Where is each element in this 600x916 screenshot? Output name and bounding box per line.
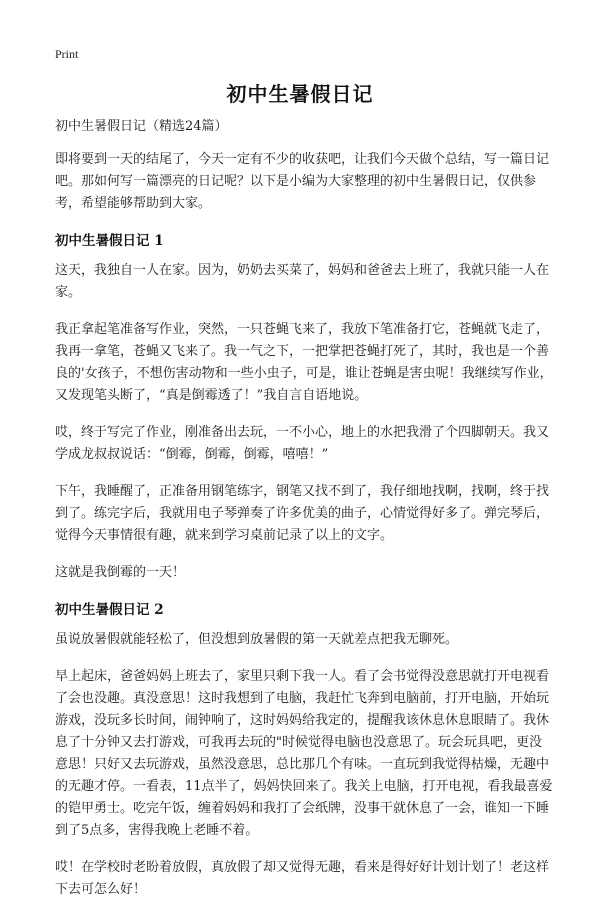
paragraph: 下午，我睡醒了，正准备用钢笔练字，钢笔又找不到了，我仔细地找啊，找啊，终于找到了。练完字后，我就用电子琴弹奏了许多优美的曲子，心情觉得好多了。弹完琴后，觉得今天事情很有趣，就来到学习桌前记录了以上的文字。 <box>55 484 550 543</box>
print-link[interactable]: Print <box>55 47 79 61</box>
section-heading-2: 初中生暑假日记 2 <box>55 602 164 618</box>
paragraph: 虽说放暑假就能轻松了，但没想到放暑假的第一天就差点把我无聊死。 <box>55 632 459 647</box>
article-subtitle: 初中生暑假日记（精选24篇） <box>55 119 228 134</box>
article-body <box>55 116 553 916</box>
intro-paragraph: 即将要到一天的结尾了，今天一定有不少的收获吧，让我们今天做个总结，写一篇日记吧。那如何写一篇漂亮的日记呢？以下是小编为大家整理的初中生暑假日记，仅供参考，希望能够帮助到大家。 <box>55 152 550 211</box>
paragraph: 我正拿起笔准备写作业，突然，一只苍蝇飞来了，我放下笔准备打它，苍蝇就飞走了，我再一拿笔，苍蝇又飞来了。我一气之下，一把掌把苍蝇打死了，其时，我也是一个善良的'女孩子，不想伤害动物和一些小虫子，可是，谁让苍蝇是害虫呢！我继续写作业，又发现笔头断了，“真是倒霉透了！”我自言自语地说。 <box>55 322 553 403</box>
paragraph: 哎，终于写完了作业，刚准备出去玩，一不小心，地上的水把我滑了个四脚朝天。我又学成龙叔叔说话：“倒霉，倒霉，倒霉，嘻嘻！” <box>55 425 550 462</box>
section-heading-1: 初中生暑假日记 1 <box>55 233 164 249</box>
paragraph: 哎！在学校时老盼着放假，真放假了却又觉得无趣，看来是得好好计划计划了！老这样下去可怎么好！ <box>55 860 550 897</box>
paragraph: 这就是我倒霉的一天！ <box>55 565 186 580</box>
page-title: 初中生暑假日记 <box>226 82 374 106</box>
paragraph: 早上起床，爸爸妈妈上班去了，家里只剩下我一人。看了会书觉得没意思就打开电视看了会也没趣。真没意思！这时我想到了电脑，我赶忙飞奔到电脑前，打开电脑，开始玩游戏，没玩多长时间，闹钟响了，这时妈妈给我定的，提醒我该休息休息眼睛了。我休息了十分钟又去打游戏，可我再去玩的"时候觉得电脑也没意思了。玩会玩具吧，更没意思！只好又去玩游戏，虽然没意思，总比那几个有味。一直玩到我觉得枯燥，无趣中的无趣才停。一看表，11点半了，妈妈快回来了。我关上电脑，打开电视，看我最喜爱的铠甲勇士。吃完午饭，缠着妈妈和我打了会纸牌，没事干就休息了一会，谁知一下睡到了5点多，害得我晚上老睡不着。 <box>55 669 553 838</box>
paragraph: 这天，我独自一人在家。因为，奶奶去买菜了，妈妈和爸爸去上班了，我就只能一人在家。 <box>55 263 550 300</box>
